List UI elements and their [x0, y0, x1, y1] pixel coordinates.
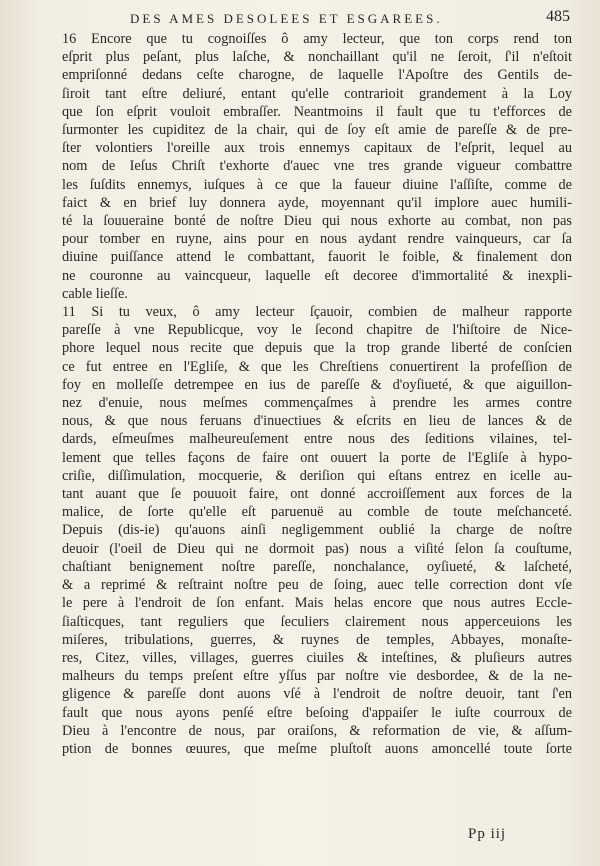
- page-number: 485: [546, 8, 570, 25]
- text-line: nez d'enuie, nous meſmes commençaſmes à prendre les armes contre: [62, 395, 572, 412]
- text-line: gligence & pareſſe dont auons vſé à l'endroit de noſtre deuoir, tant ſ'en: [62, 686, 572, 703]
- text-line: foy en molleſſe detrempee en ius de pareſſe & d'oyſiueté, & que aiguillon-: [62, 376, 572, 393]
- body-text: [62, 30, 572, 758]
- text-line: fault que nous ayons penſé eſtre beſoing d'appaiſer le iuſte courroux de: [62, 704, 572, 721]
- text-line: pour tomber en ruyne, ains pour en nous aydant rendre vainqueurs, car ſa: [62, 231, 572, 248]
- text-line: phore lequel nous recite que depuis que la trop grande liberté de conſcien: [62, 340, 572, 357]
- text-line: dards, eſmeuſmes malheureuſement entre nous des ſeditions vilaines, tel-: [62, 431, 572, 448]
- text-line: faict & en brief luy donnera ayde, moyennant qu'il implore auec humili-: [62, 194, 572, 211]
- text-line: ce fut entree en l'Egliſe, & que les Chreſtiens conuertirent la profeſſion de: [62, 358, 572, 375]
- text-line: res, Citez, villes, villages, guerres ciuiles & inteſtines, & pluſieurs autres: [62, 649, 572, 666]
- text-line: eſprit plus peſant, plus laſche, & nonchaillant qu'il ne ſeroit, ſ'il n'eſtoit: [62, 49, 572, 66]
- text-line: ne couronne au vaincqueur, laquelle eſt decoree d'immortalité & inexpli-: [62, 267, 572, 284]
- running-head: DES AMES DESOLEES ET ESGAREES.: [130, 11, 443, 26]
- text-line: miſeres, tribulations, guerres, & ruynes de temples, Abbayes, monaſte-: [62, 631, 572, 648]
- signature-mark: Pp iij: [468, 826, 507, 842]
- text-line: cable lieſſe.: [62, 285, 128, 302]
- text-line: Dieu à l'encontre de nous, par oraiſons, & reformation de vie, & aſſum-: [62, 722, 572, 739]
- text-line: 16 Encore que tu cognoiſſes ô amy lecteur, que ton corps rend ton: [62, 31, 572, 47]
- text-line: empriſonné dedans ceſte charogne, de laquelle l'Apoſtre des Gentils de-: [62, 67, 572, 84]
- text-line: malheurs du temps preſent eſtre yſſus par noſtre vie desbordee, & de la ne-: [62, 668, 572, 685]
- text-line: 11 Si tu veux, ô amy lecteur ſçauoir, combien de malheur rapporte: [62, 304, 572, 321]
- text-line: pareſſe à vne Republicque, voy le ſecond chapitre de l'hiſtoire de Nice-: [62, 322, 572, 339]
- text-line: lement que telles façons de faire ont ouuert la porte de l'Egliſe à hypo-: [62, 449, 572, 466]
- text-line: ſurmonter les cupiditez de la chair, qui de ſoy eſt amie de pareſſe & de pre-: [62, 122, 572, 139]
- text-line: chaſtiant benignement noſtre pareſſe, nonchalance, oyſiueté, & laſcheté,: [62, 558, 572, 575]
- text-line: nous, & que nous feruans d'inuectiues & eſcrits en lieu de lances & de: [62, 413, 572, 430]
- text-line: deuoir (l'oeil de Dieu qui ne dormoit pas) nous a viſité ſelon ſa couſtume,: [62, 540, 572, 557]
- text-line: ſiaſticques, tant reguliers que ſeculiers clairement nous apperceuions les: [62, 613, 572, 630]
- text-line: que ſon eſprit vouloit embraſſer. Neantmoins il fault que tu t'efforces de: [62, 103, 572, 120]
- text-line: le pere à l'endroit de ſon enfant. Mais helas encore que nous autres Eccle-: [62, 595, 572, 612]
- page-header: [100, 8, 570, 30]
- text-line: & a reprimé & reſtraint noſtre peu de ſoing, auec telle correction dont vſe: [62, 577, 572, 594]
- text-line: ſiroit tant eſtre deliuré, entant qu'elle contrarioit grandement à la Loy: [62, 85, 572, 102]
- text-line: les ſuſdits ennemys, iuſques à ce que la faueur diuine l'aſſiſte, comme de: [62, 176, 572, 193]
- text-line: té la ſouueraine bonté de noſtre Dieu qui nous exhorte au combat, non pas: [62, 213, 572, 230]
- text-line: diuine puiſſance attend le combattant, fauorit le foible, & finalement don: [62, 249, 572, 266]
- text-line: Depuis (dis-ie) qu'auons ainſi negligemment oublié la charge de noſtre: [62, 522, 572, 539]
- text-line: ſter volontiers l'oreille aux trois ennemys capitaux de l'eſprit, lequel au: [62, 140, 572, 157]
- text-line: criſie, diſſimulation, mocquerie, & deriſion qui eſtans entrez en icelle au-: [62, 467, 572, 484]
- text-line: malice, de ſorte qu'elle eſt paruenuë au comble de toute meſchanceté.: [62, 504, 572, 521]
- text-line: nom de Ieſus Chriſt t'exhorte d'auec vne tres grande vigueur combattre: [62, 158, 572, 175]
- text-line: tant auant que ſe pouuoit faire, ont donné accroiſſement aux forces de la: [62, 486, 572, 503]
- text-line: ption de bonnes œuures, que meſme pluſtoſt auons amoncellé toute ſorte: [62, 740, 572, 757]
